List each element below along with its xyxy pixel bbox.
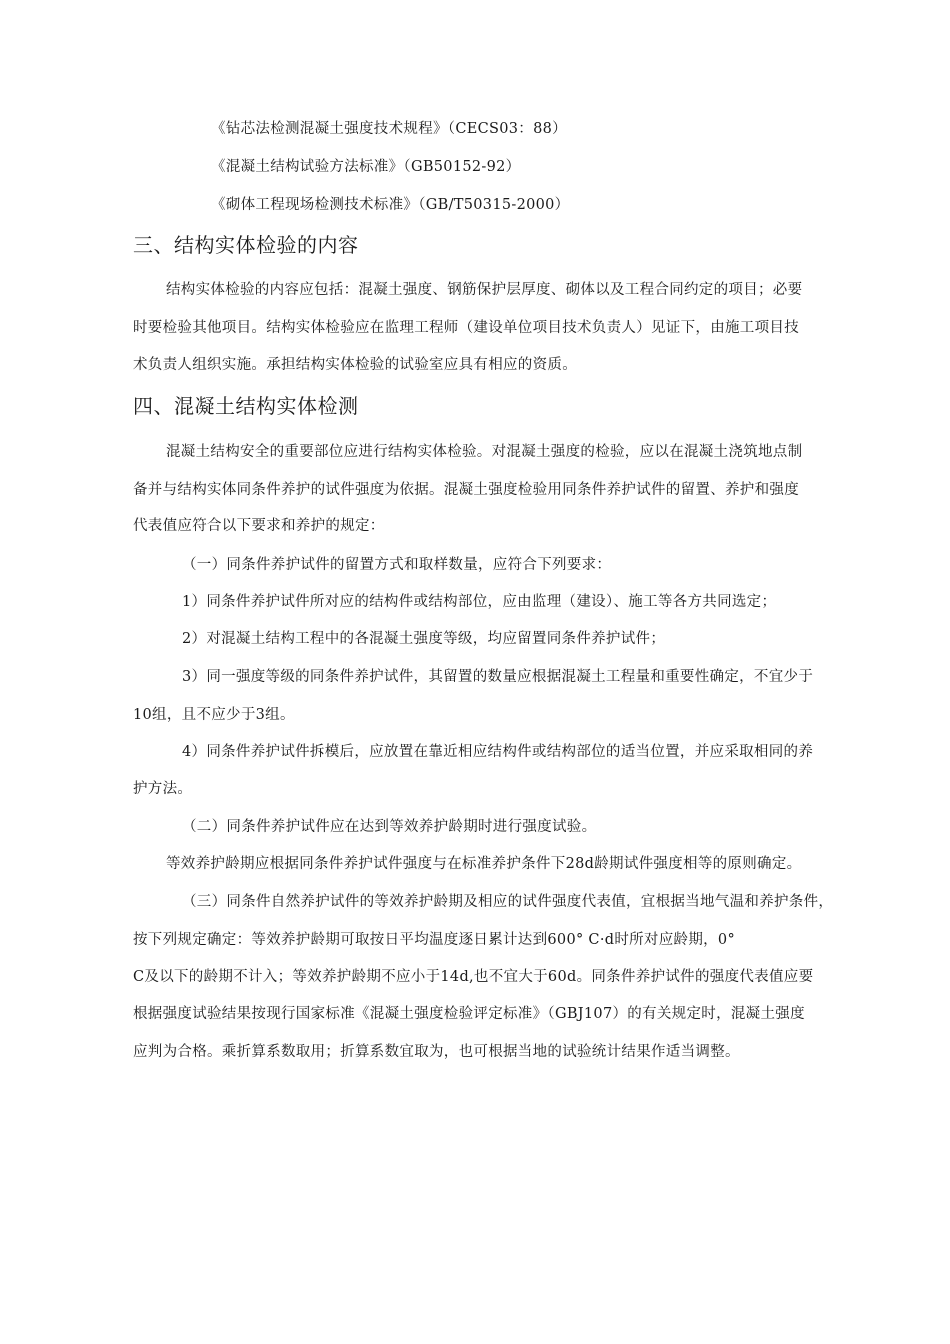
list-item-title: （三）同条件自然养护试件的等效养护龄期及相应的试件强度代表值，宜根据当地气温和养护条件， bbox=[182, 894, 834, 910]
list-item: 4）同条件养护试件拆模后，应放置在靠近相应结构件或结构部位的适当位置，并应采取相同的养 bbox=[182, 744, 814, 760]
paragraph-line: 代表值应符合以下要求和养护的规定： bbox=[133, 518, 385, 534]
list-item-continuation: 护方法。 bbox=[133, 781, 193, 797]
list-item: 3）同一强度等级的同条件养护试件，其留置的数量应根据混凝土工程量和重要性确定，不宜少于 bbox=[182, 669, 814, 685]
paragraph-line: 备并与结构实体同条件养护的试件强度为依据。混凝土强度检验用同条件养护试件的留置、养护和强度 bbox=[133, 482, 799, 498]
list-item: 1）同条件养护试件所对应的结构件或结构部位，应由监理（建设）、施工等各方共同选定； bbox=[182, 594, 777, 610]
list-item-title: （二）同条件养护试件应在达到等效养护龄期时进行强度试验。 bbox=[182, 819, 597, 835]
paragraph-line: 术负责人组织实施。承担结构实体检验的试验室应具有相应的资质。 bbox=[133, 357, 577, 373]
paragraph-line: C及以下的龄期不计入；等效养护龄期不应小于14d,也不宜大于60d。同条件养护试件的强度代表值应要 bbox=[133, 969, 814, 985]
section-heading: 四、混凝土结构实体检测 bbox=[133, 394, 359, 418]
reference-line: 《钻芯法检测混凝土强度技术规程》（CECS03：88） bbox=[211, 121, 567, 137]
reference-line: 《混凝土结构试验方法标准》（GB50152-92） bbox=[211, 159, 521, 175]
section-heading: 三、结构实体检验的内容 bbox=[133, 233, 359, 257]
reference-line: 《砌体工程现场检测技术标准》（GB/T50315-2000） bbox=[211, 197, 570, 213]
paragraph-line: 混凝土结构安全的重要部位应进行结构实体检验。对混凝土强度的检验，应以在混凝土浇筑地点制 bbox=[166, 444, 803, 460]
paragraph-line: 应判为合格。乘折算系数取用；折算系数宜取为，也可根据当地的试验统计结果作适当调整。 bbox=[133, 1044, 740, 1060]
list-item-continuation: 10组，且不应少于3组。 bbox=[133, 707, 295, 723]
list-item: 2）对混凝土结构工程中的各混凝土强度等级，均应留置同条件养护试件； bbox=[182, 631, 666, 647]
paragraph-line: 按下列规定确定：等效养护龄期可取按日平均温度逐日累计达到600° C·d时所对应龄期，0° bbox=[133, 932, 735, 948]
paragraph-line: 时要检验其他项目。结构实体检验应在监理工程师（建设单位项目技术负责人）见证下，由施工项目技 bbox=[133, 320, 799, 336]
list-item-title: （一）同条件养护试件的留置方式和取样数量，应符合下列要求： bbox=[182, 557, 612, 573]
paragraph-line: 结构实体检验的内容应包括：混凝土强度、钢筋保护层厚度、砌体以及工程合同约定的项目；必要 bbox=[166, 282, 803, 298]
paragraph-line: 根据强度试验结果按现行国家标准《混凝土强度检验评定标准》（GBJ107）的有关规定时，混凝土强度 bbox=[133, 1006, 805, 1022]
paragraph-line: 等效养护龄期应根据同条件养护试件强度与在标准养护条件下28d龄期试件强度相等的原则确定。 bbox=[166, 856, 802, 872]
